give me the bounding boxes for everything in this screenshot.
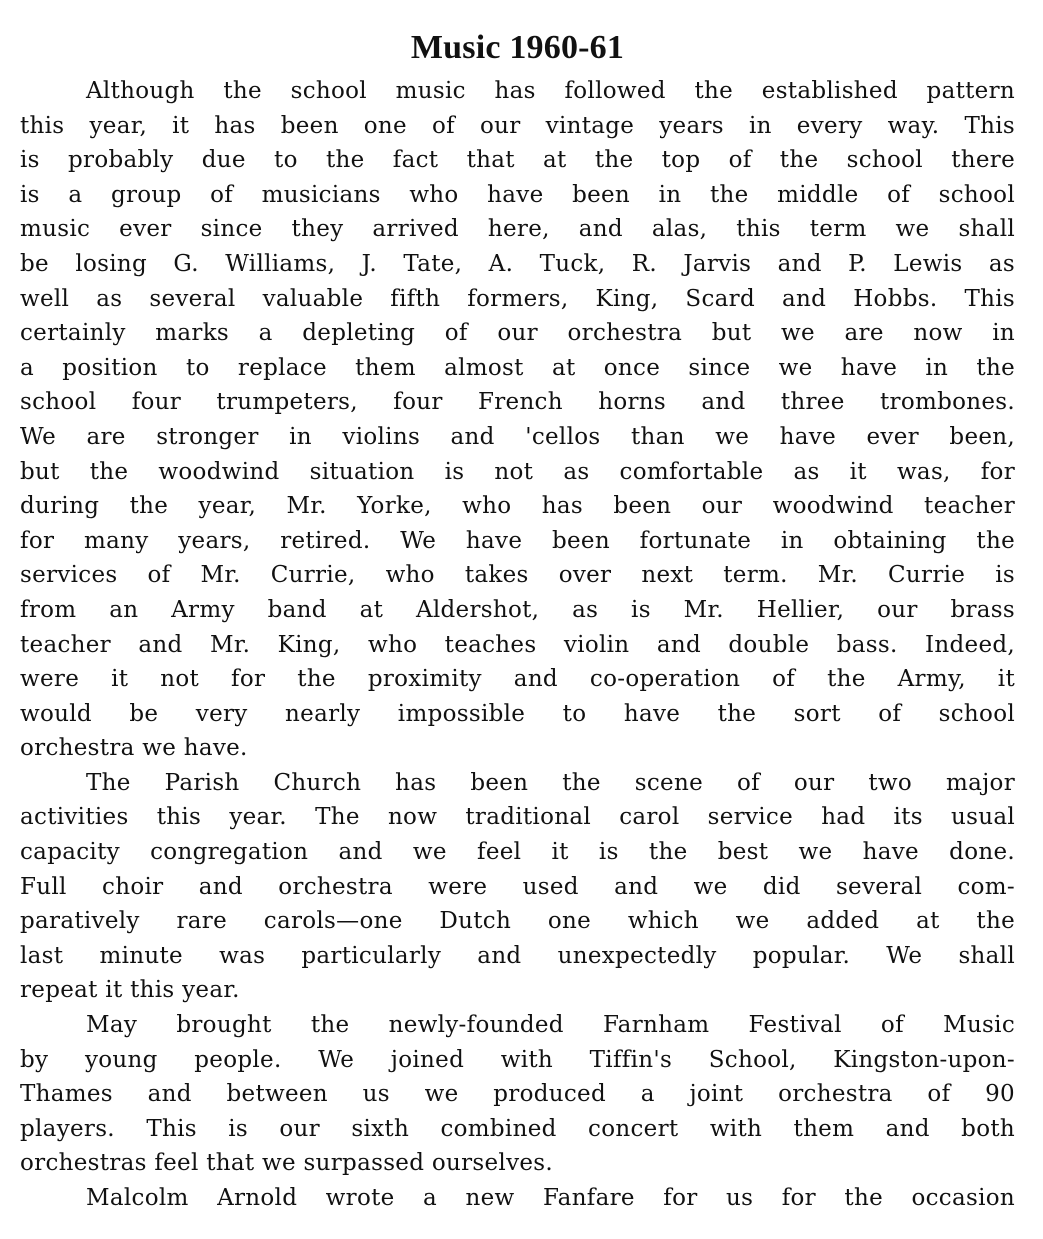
text-line: a position to replace them almost at once since we have in the: [20, 354, 1015, 381]
text-line: capacity congregation and we feel it is the best we have done.: [20, 839, 1015, 866]
text-line: be losing G. Williams, J. Tate, A. Tuck, R. Jarvis and P. Lewis as: [20, 250, 1015, 277]
text-line: paratively rare carols—one Dutch one which we added at the: [20, 908, 1015, 935]
text-line: is probably due to the fact that at the top of the school there: [20, 147, 1015, 174]
text-line: school four trumpeters, four French horns and three trombones.: [20, 389, 1015, 416]
text-line: is a group of musicians who have been in the middle of school: [20, 181, 1015, 208]
text-line: were it not for the proximity and co-operation of the Army, it: [20, 666, 1015, 693]
text-line: Although the school music has followed the established pattern: [86, 78, 1015, 104]
text-line: certainly marks a depleting of our orchestra but we are now in: [20, 320, 1015, 347]
text-line: for many years, retired. We have been fortunate in obtaining the: [20, 527, 1015, 554]
text-line: teacher and Mr. King, who teaches violin and double bass. Indeed,: [20, 631, 1015, 658]
text-line: repeat it this year.: [20, 977, 240, 1004]
text-line: by young people. We joined with Tiffin's School, Kingston-upon-: [20, 1046, 1015, 1073]
text-line: would be very nearly impossible to have the sort of school: [20, 700, 1015, 727]
text-line: Thames and between us we produced a joint orchestra of 90: [20, 1081, 1015, 1108]
text-line: The Parish Church has been the scene of our two major: [86, 769, 1015, 796]
text-line: music ever since they arrived here, and alas, this term we shall: [20, 216, 1015, 243]
document-page: [20, 28, 1015, 1216]
text-line: from an Army band at Aldershot, as is Mr. Hellier, our brass: [20, 596, 1015, 623]
text-line: well as several valuable fifth formers, King, Scard and Hobbs. This: [20, 285, 1015, 312]
text-line: Malcolm Arnold wrote a new Fanfare for us for the occasion: [86, 1185, 1015, 1211]
text-line: We are stronger in violins and 'cellos than we have ever been,: [20, 423, 1015, 450]
text-line: Full choir and orchestra were used and we did several com-: [20, 873, 1015, 900]
page-title: Music 1960-61: [410, 29, 625, 66]
text-line: last minute was particularly and unexpectedly popular. We shall: [20, 942, 1015, 969]
text-line: May brought the newly-founded Farnham Festival of Music: [86, 1012, 1015, 1039]
article-body: [20, 74, 1015, 1216]
text-line: activities this year. The now traditional carol service had its usual: [20, 804, 1015, 831]
text-line: orchestras feel that we surpassed ourselves.: [20, 1150, 553, 1177]
text-line: this year, it has been one of our vintage years in every way. This: [20, 112, 1015, 139]
text-line: players. This is our sixth combined concert with them and both: [20, 1115, 1015, 1142]
text-line: orchestra we have.: [20, 735, 248, 762]
text-line: services of Mr. Currie, who takes over next term. Mr. Currie is: [20, 562, 1015, 589]
text-line: during the year, Mr. Yorke, who has been our woodwind teacher: [20, 493, 1015, 520]
text-line: but the woodwind situation is not as comfortable as it was, for: [20, 458, 1015, 485]
